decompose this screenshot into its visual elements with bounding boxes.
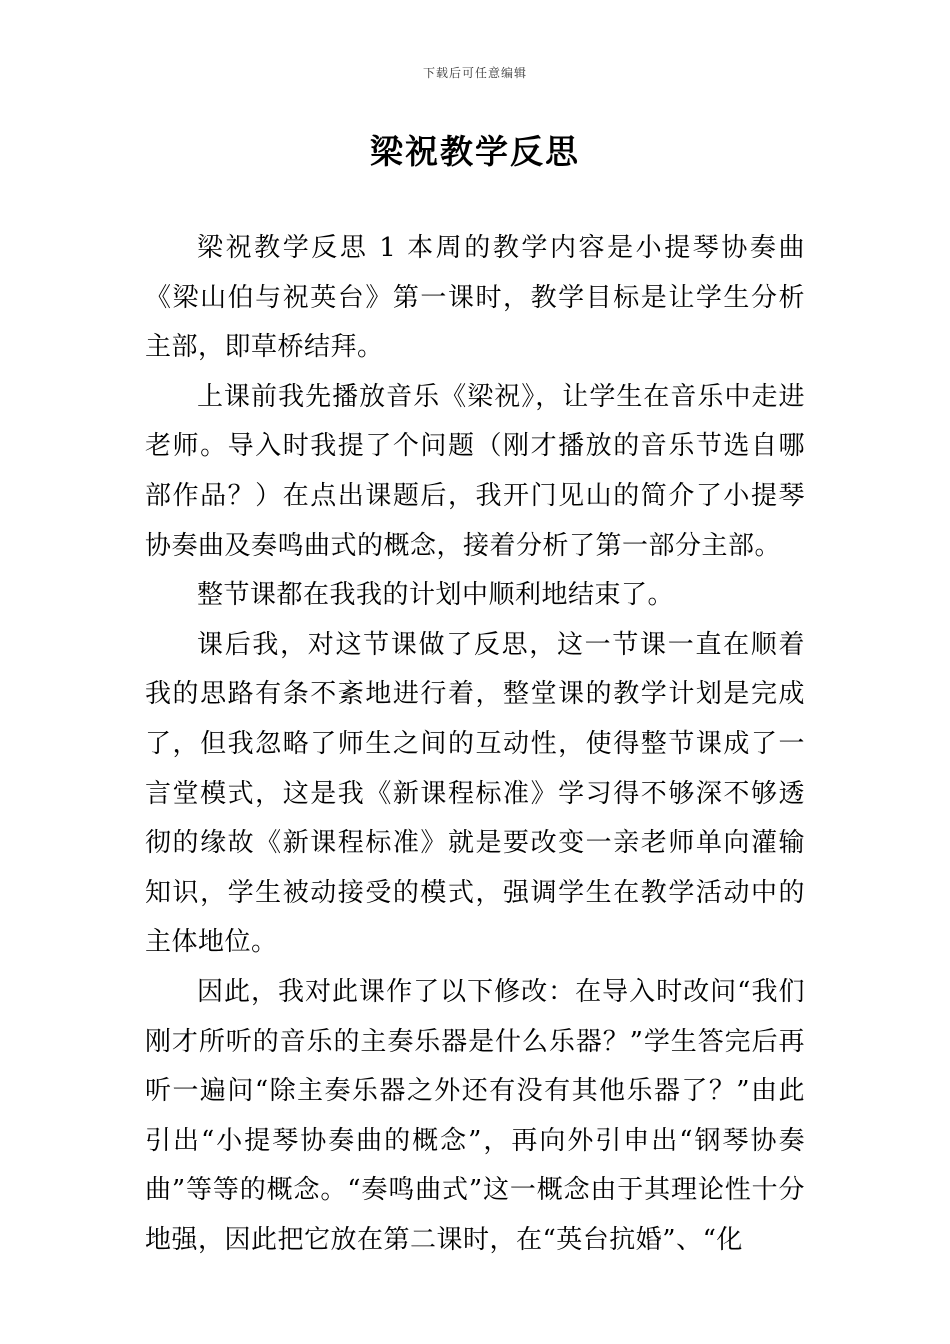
document-body [145, 224, 805, 1265]
paragraph: 上课前我先播放音乐《梁祝》，让学生在音乐中走进老师。导入时我提了个问题（刚才播放的音乐节选自哪部作品？）在点出课题后，我开门见山的简介了小提琴协奏曲及奏鸣曲式的概念，接着分析了第一部分主部。 [145, 381, 805, 561]
header-note: 下载后可任意编辑 [422, 66, 527, 80]
paragraph: 课后我，对这节课做了反思，这一节课一直在顺着我的思路有条不紊地进行着，整堂课的教学计划是完成了，但我忽略了师生之间的互动性，使得整节课成了一言堂模式，这是我《新课程标准》学习得不够深不够透彻的缘故《新课程标准》就是要改变一亲老师单向灌输知识，学生被动接受的模式，强调学生在教学活动中的主体地位。 [145, 629, 805, 958]
document-title: 梁祝教学反思 [370, 132, 580, 171]
paragraph: 因此，我对此课作了以下修改：在导入时改问“我们刚才所听的音乐的主奏乐器是什么乐器？”学生答完后再听一遍问“除主奏乐器之外还有没有其他乐器了？”由此引出“小提琴协奏曲的概念”，再向外引申出“钢琴协奏曲”等等的概念。“奏鸣曲式”这一概念由于其理论性十分地强，因此把它放在第二课时，在“英台抗婚”、“化 [145, 976, 805, 1255]
paragraph: 梁祝教学反思 1 本周的教学内容是小提琴协奏曲《梁山伯与祝英台》第一课时，教学目标是让学生分析主部，即草桥结拜。 [145, 233, 805, 363]
paragraph: 整节课都在我我的计划中顺利地结束了。 [197, 580, 675, 611]
